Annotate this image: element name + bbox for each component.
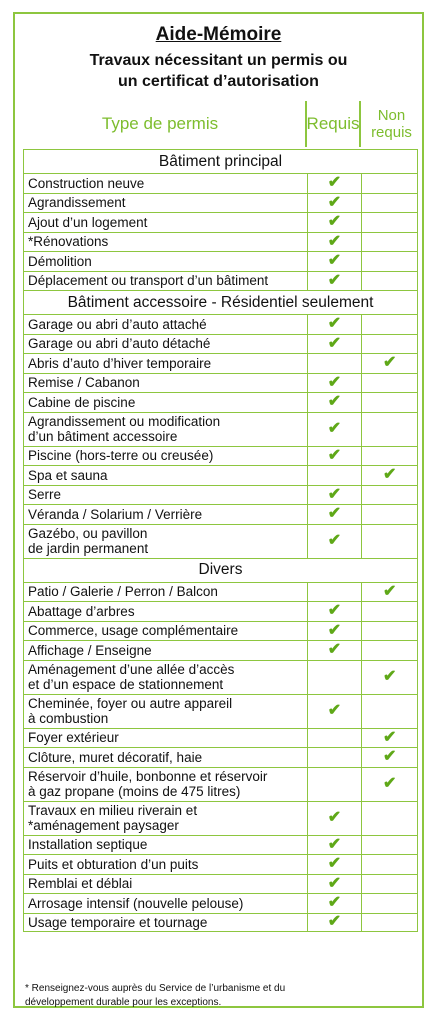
requis-cell <box>308 272 363 291</box>
non-requis-cell <box>362 914 417 932</box>
checkmark-icon: ✔ <box>327 213 342 231</box>
table-row <box>23 747 418 767</box>
non-requis-cell <box>362 335 417 354</box>
non-requis-cell <box>362 354 417 373</box>
table-row <box>23 660 418 694</box>
checkmark-icon: ✔ <box>327 446 342 464</box>
requis-cell <box>308 233 363 252</box>
table-row <box>23 524 418 558</box>
page-title: Aide-Mémoire <box>155 24 282 45</box>
checkmark-icon: ✔ <box>327 334 342 352</box>
table-row <box>23 485 418 505</box>
requis-cell <box>308 855 363 874</box>
table-row <box>23 835 418 855</box>
non-requis-cell <box>362 413 417 446</box>
non-requis-cell <box>362 233 417 252</box>
requis-cell <box>308 768 363 801</box>
row-label: Cheminée, foyer ou autre appareil à combustion <box>24 695 308 728</box>
non-requis-cell <box>362 393 417 412</box>
requis-cell <box>308 894 363 913</box>
requis-cell <box>308 802 363 835</box>
row-label: Agrandissement <box>24 194 308 213</box>
requis-cell <box>308 729 363 748</box>
requis-cell <box>308 695 363 728</box>
row-label: Véranda / Solarium / Verrière <box>24 505 308 524</box>
table-row <box>23 694 418 728</box>
subtitle-line-2: un certificat d’autorisation <box>118 73 319 90</box>
table-row <box>23 874 418 894</box>
checkmark-icon: ✔ <box>327 505 342 523</box>
row-label: Agrandissement ou modification d’un bâtiment accessoire <box>24 413 308 446</box>
table-row <box>23 465 418 485</box>
checkmark-icon: ✔ <box>327 252 342 270</box>
non-requis-cell <box>362 894 417 913</box>
table-row <box>23 193 418 213</box>
non-requis-cell <box>362 802 417 835</box>
table-row <box>23 728 418 748</box>
row-label: Garage ou abri d’auto attaché <box>24 315 308 334</box>
checkmark-icon: ✔ <box>327 894 342 912</box>
column-header-requis: Requis <box>307 101 361 147</box>
table-row <box>23 173 418 193</box>
non-requis-cell <box>362 748 417 767</box>
non-requis-cell <box>362 875 417 894</box>
row-label: Commerce, usage complémentaire <box>24 622 308 641</box>
row-label: Déplacement ou transport d’un bâtiment <box>24 272 308 291</box>
row-label: Abattage d’arbres <box>24 602 308 621</box>
non-requis-cell <box>362 374 417 393</box>
row-label: Démolition <box>24 252 308 271</box>
non-requis-cell <box>362 174 417 193</box>
non-requis-cell <box>362 602 417 621</box>
checkmark-icon: ✔ <box>327 393 342 411</box>
table-row <box>23 801 418 835</box>
non-requis-cell <box>362 525 417 558</box>
row-label: Foyer extérieur <box>24 729 308 748</box>
row-label: Puits et obturation d’un puits <box>24 855 308 874</box>
requis-cell <box>308 213 363 232</box>
table-row <box>23 913 418 933</box>
requis-cell <box>308 335 363 354</box>
column-header-non-requis <box>361 101 422 147</box>
row-label: Construction neuve <box>24 174 308 193</box>
non-requis-cell <box>362 695 417 728</box>
row-label: Travaux en milieu riverain et *aménagement paysager <box>24 802 308 835</box>
requis-cell <box>308 174 363 193</box>
row-label: Piscine (hors-terre ou creusée) <box>24 447 308 466</box>
checkmark-icon: ✔ <box>382 582 397 600</box>
table-row <box>23 212 418 232</box>
row-label: Garage ou abri d’auto détaché <box>24 335 308 354</box>
requis-cell <box>308 354 363 373</box>
row-label: Cabine de piscine <box>24 393 308 412</box>
column-header-non-requis-line2: requis <box>371 124 412 141</box>
checkmark-icon: ✔ <box>327 485 342 503</box>
table-row <box>23 582 418 602</box>
requis-cell <box>308 661 363 694</box>
requis-cell <box>308 525 363 558</box>
checkmark-icon: ✔ <box>327 835 342 853</box>
checkmark-icon: ✔ <box>382 354 397 372</box>
table-row <box>23 504 418 524</box>
row-label: Remise / Cabanon <box>24 374 308 393</box>
table-row <box>23 893 418 913</box>
checkmark-icon: ✔ <box>327 621 342 639</box>
non-requis-cell <box>362 486 417 505</box>
non-requis-cell <box>362 641 417 660</box>
checkmark-icon: ✔ <box>327 855 342 873</box>
requis-cell <box>308 602 363 621</box>
requis-cell <box>308 836 363 855</box>
requis-cell <box>308 413 363 446</box>
non-requis-cell <box>362 729 417 748</box>
table-row <box>23 640 418 660</box>
requis-cell <box>308 641 363 660</box>
checkmark-icon: ✔ <box>327 373 342 391</box>
table-row <box>23 621 418 641</box>
row-label: Abris d’auto d’hiver temporaire <box>24 354 308 373</box>
section-header: Bâtiment accessoire - Résidentiel seulement <box>23 290 418 314</box>
row-label: Patio / Galerie / Perron / Balcon <box>24 583 308 602</box>
checkmark-icon: ✔ <box>327 193 342 211</box>
permit-table <box>23 149 418 932</box>
requis-cell <box>308 252 363 271</box>
non-requis-cell <box>362 272 417 291</box>
table-row <box>23 767 418 801</box>
row-label: Réservoir d’huile, bonbonne et réservoir à gaz propane (moins de 475 litres) <box>24 768 308 801</box>
table-row <box>23 854 418 874</box>
checkmark-icon: ✔ <box>382 466 397 484</box>
checkmark-icon: ✔ <box>327 874 342 892</box>
row-label: Clôture, muret décoratif, haie <box>24 748 308 767</box>
non-requis-cell <box>362 661 417 694</box>
checkmark-icon: ✔ <box>327 232 342 250</box>
requis-cell <box>308 505 363 524</box>
checkmark-icon: ✔ <box>382 775 397 792</box>
table-row <box>23 392 418 412</box>
requis-cell <box>308 875 363 894</box>
requis-cell <box>308 622 363 641</box>
checkmark-icon: ✔ <box>327 315 342 333</box>
requis-cell <box>308 393 363 412</box>
checkmark-icon: ✔ <box>327 271 342 289</box>
table-row <box>23 446 418 466</box>
column-header-type: Type de permis <box>15 101 307 147</box>
checkmark-icon: ✔ <box>327 809 342 826</box>
checkmark-icon: ✔ <box>327 532 342 549</box>
document-frame <box>13 12 424 1008</box>
section-header: Bâtiment principal <box>23 149 418 173</box>
table-row <box>23 334 418 354</box>
table-row <box>23 271 418 291</box>
requis-cell <box>308 748 363 767</box>
checkmark-icon: ✔ <box>327 602 342 620</box>
row-label: Serre <box>24 486 308 505</box>
table-row <box>23 232 418 252</box>
subtitle-line-1: Travaux nécessitant un permis ou <box>89 52 348 69</box>
non-requis-cell <box>362 213 417 232</box>
requis-cell <box>308 315 363 334</box>
table-row <box>23 373 418 393</box>
non-requis-cell <box>362 855 417 874</box>
row-label: *Rénovations <box>24 233 308 252</box>
row-label: Usage temporaire et tournage <box>24 914 308 932</box>
requis-cell <box>308 447 363 466</box>
table-row <box>23 314 418 334</box>
row-label: Ajout d’un logement <box>24 213 308 232</box>
requis-cell <box>308 583 363 602</box>
non-requis-cell <box>362 836 417 855</box>
non-requis-cell <box>362 315 417 334</box>
checkmark-icon: ✔ <box>382 668 397 685</box>
checkmark-icon: ✔ <box>327 702 342 719</box>
page-subtitle <box>15 50 422 92</box>
column-header-non-requis-line1: Non <box>377 107 406 124</box>
non-requis-cell <box>362 505 417 524</box>
row-label: Installation septique <box>24 836 308 855</box>
row-label: Remblai et déblai <box>24 875 308 894</box>
non-requis-cell <box>362 583 417 602</box>
section-header: Divers <box>23 558 418 582</box>
row-label: Spa et sauna <box>24 466 308 485</box>
table-row <box>23 601 418 621</box>
requis-cell <box>308 466 363 485</box>
checkmark-icon: ✔ <box>327 913 342 931</box>
requis-cell <box>308 374 363 393</box>
checkmark-icon: ✔ <box>327 641 342 659</box>
checkmark-icon: ✔ <box>382 748 397 766</box>
row-label: Arrosage intensif (nouvelle pelouse) <box>24 894 308 913</box>
non-requis-cell <box>362 466 417 485</box>
footnote: * Renseignez-vous auprès du Service de l’urbanisme et du développement durable pour les exceptions. <box>25 983 286 1008</box>
non-requis-cell <box>362 447 417 466</box>
non-requis-cell <box>362 768 417 801</box>
row-label: Gazébo, ou pavillon de jardin permanent <box>24 525 308 558</box>
row-label: Affichage / Enseigne <box>24 641 308 660</box>
non-requis-cell <box>362 194 417 213</box>
table-row <box>23 412 418 446</box>
requis-cell <box>308 486 363 505</box>
requis-cell <box>308 914 363 932</box>
checkmark-icon: ✔ <box>382 728 397 746</box>
checkmark-icon: ✔ <box>327 420 342 437</box>
non-requis-cell <box>362 252 417 271</box>
table-row <box>23 353 418 373</box>
checkmark-icon: ✔ <box>327 174 342 192</box>
requis-cell <box>308 194 363 213</box>
row-label: Aménagement d’une allée d’accès et d’un espace de stationnement <box>24 661 308 694</box>
table-row <box>23 251 418 271</box>
non-requis-cell <box>362 622 417 641</box>
